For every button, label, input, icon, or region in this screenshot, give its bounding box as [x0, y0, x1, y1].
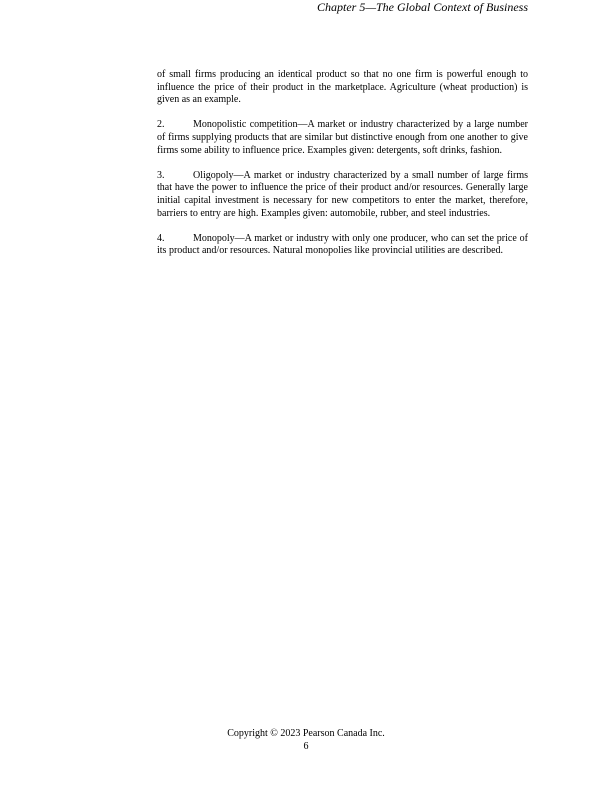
list-item [157, 119, 528, 157]
page-footer [0, 727, 612, 753]
running-header: Chapter 5—The Global Context of Business [317, 0, 528, 14]
list-item [157, 233, 528, 258]
list-item [157, 170, 528, 220]
page-number: 6 [303, 741, 309, 752]
list-item-text: Monopoly—A market or industry with only one producer, who can set the price of its product and/or resources. Natural monopolies like provincial utilities are described. [157, 232, 528, 257]
list-item-number: 4. [157, 232, 165, 244]
list-item-number: 3. [157, 169, 165, 181]
continued-paragraph: of small firms producing an identical product so that no one firm is powerful enough to influence the price of their product in the marketplace. Agriculture (wheat production) is given as an example. [157, 69, 528, 106]
list-item-text: Oligopoly—A market or industry characterized by a small number of large firms that have the power to influence the price of their product and/or resources. Generally large initial capital investment is necessary for new competitors to enter the market, therefore, barriers to entry are high. Examples given: automobile, rubber, and steel industries. [157, 169, 528, 219]
copyright-notice: Copyright © 2023 Pearson Canada Inc. [227, 728, 385, 739]
list-item-number: 2. [157, 119, 165, 131]
list-item-text: Monopolistic competition—A market or industry characterized by a large number of firms supplying products that are similar but distinctive enough from one another to give firms some ability to influence price. Examples given: detergents, soft drinks, fashion. [157, 119, 528, 156]
body-text [157, 69, 528, 271]
